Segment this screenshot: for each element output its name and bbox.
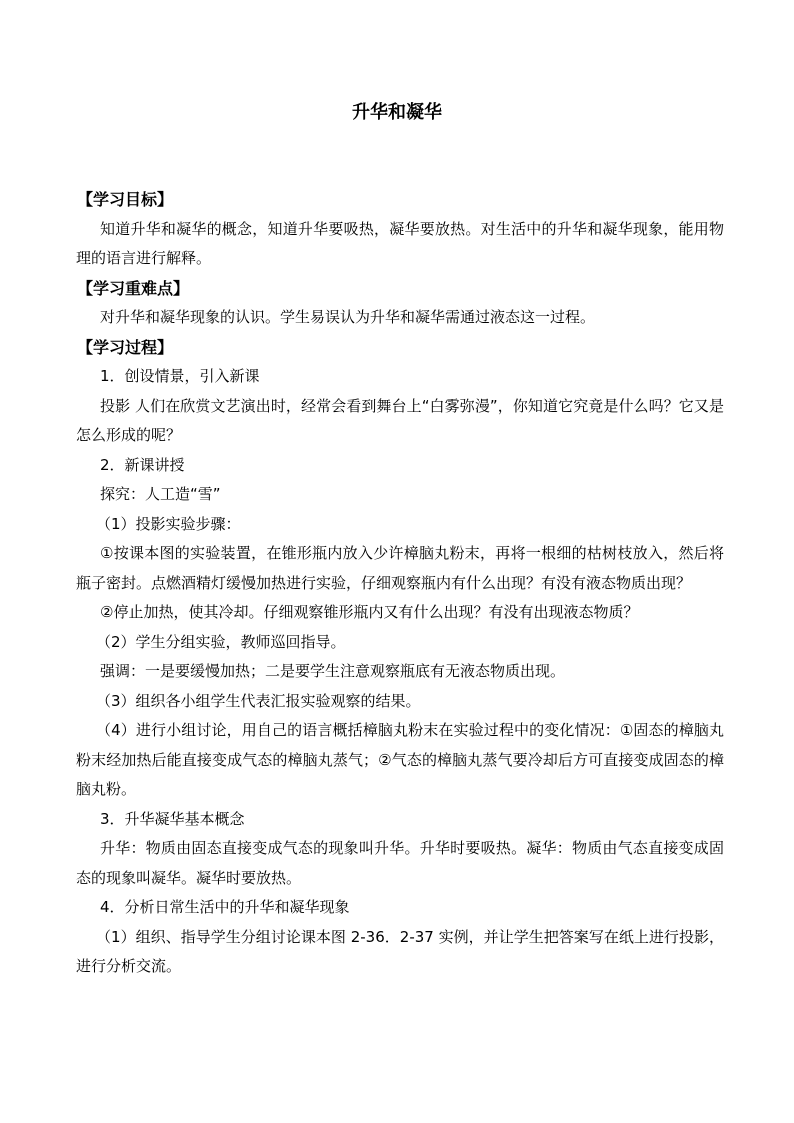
- section-heading-process: 【学习过程】: [77, 337, 174, 357]
- process-sub-4: （4）进行小组讨论，用自己的语言概括樟脑丸粉末在实验过程中的变化情况：①固态的樟脑丸粉末经加热后能直接变成气态的樟脑丸蒸气；②气态的樟脑丸蒸气要冷却后方可直接变成固态的樟脑丸粉。: [76, 721, 724, 798]
- document-body: [76, 185, 724, 982]
- process-sub-2: （2）学生分组实验，教师巡回指导。: [96, 632, 346, 651]
- section-heading-key: 【学习重难点】: [77, 278, 190, 298]
- process-projection: 投影 人们在欣赏文艺演出时，经常会看到舞台上“白雾弥漫”，你知道它究竟是什么吗？它又是怎么形成的呢？: [76, 396, 724, 444]
- process-step-1: 1．创设情景，引入新课: [100, 367, 260, 385]
- process-step-2: 2．新课讲授: [100, 455, 185, 474]
- document-title: 升华和凝华: [352, 102, 442, 123]
- key-text: 对升华和凝华现象的认识。学生易误认为升华和凝华需通过液态这一过程。: [100, 308, 596, 326]
- process-analysis: （1）组织、指导学生分组讨论课本图 2-36．2-37 实例，并让学生把答案写在纸上进行投影，进行分析交流。: [76, 927, 724, 975]
- process-step-4: 4．分析日常生活中的升华和凝华现象: [100, 898, 350, 916]
- process-experiment-b: ②停止加热，使其冷却。仔细观察锥形瓶内又有什么出现？有没有出现液态物质？: [100, 603, 639, 621]
- section-heading-goal: 【学习目标】: [77, 190, 174, 209]
- process-step-3: 3．升华凝华基本概念: [100, 809, 245, 828]
- process-experiment-a: ①按课本图的实验装置，在锥形瓶内放入少许樟脑丸粉末，再将一根细的枯树枝放入，然后将瓶子密封。点燃酒精灯缓慢加热进行实验，仔细观察瓶内有什么出现？有没有液态物质出现？: [76, 544, 724, 592]
- process-sub-1: （1）投影实验步骤：: [96, 514, 241, 533]
- process-sub-3: （3）组织各小组学生代表汇报实验观察的结果。: [96, 691, 421, 710]
- goal-text: 知道升华和凝华的概念，知道升华要吸热，凝华要放热。对生活中的升华和凝华现象，能用物理的语言进行解释。: [76, 219, 724, 267]
- process-definitions: 升华：物质由固态直接变成气态的现象叫升华。升华时要吸热。凝华：物质由气态直接变成固态的现象叫凝华。凝华时要放热。: [76, 839, 724, 887]
- process-emphasis: 强调：一是要缓慢加热；二是要学生注意观察瓶底有无液态物质出现。: [100, 662, 566, 680]
- process-explore: 探究：人工造“雪”: [100, 485, 221, 503]
